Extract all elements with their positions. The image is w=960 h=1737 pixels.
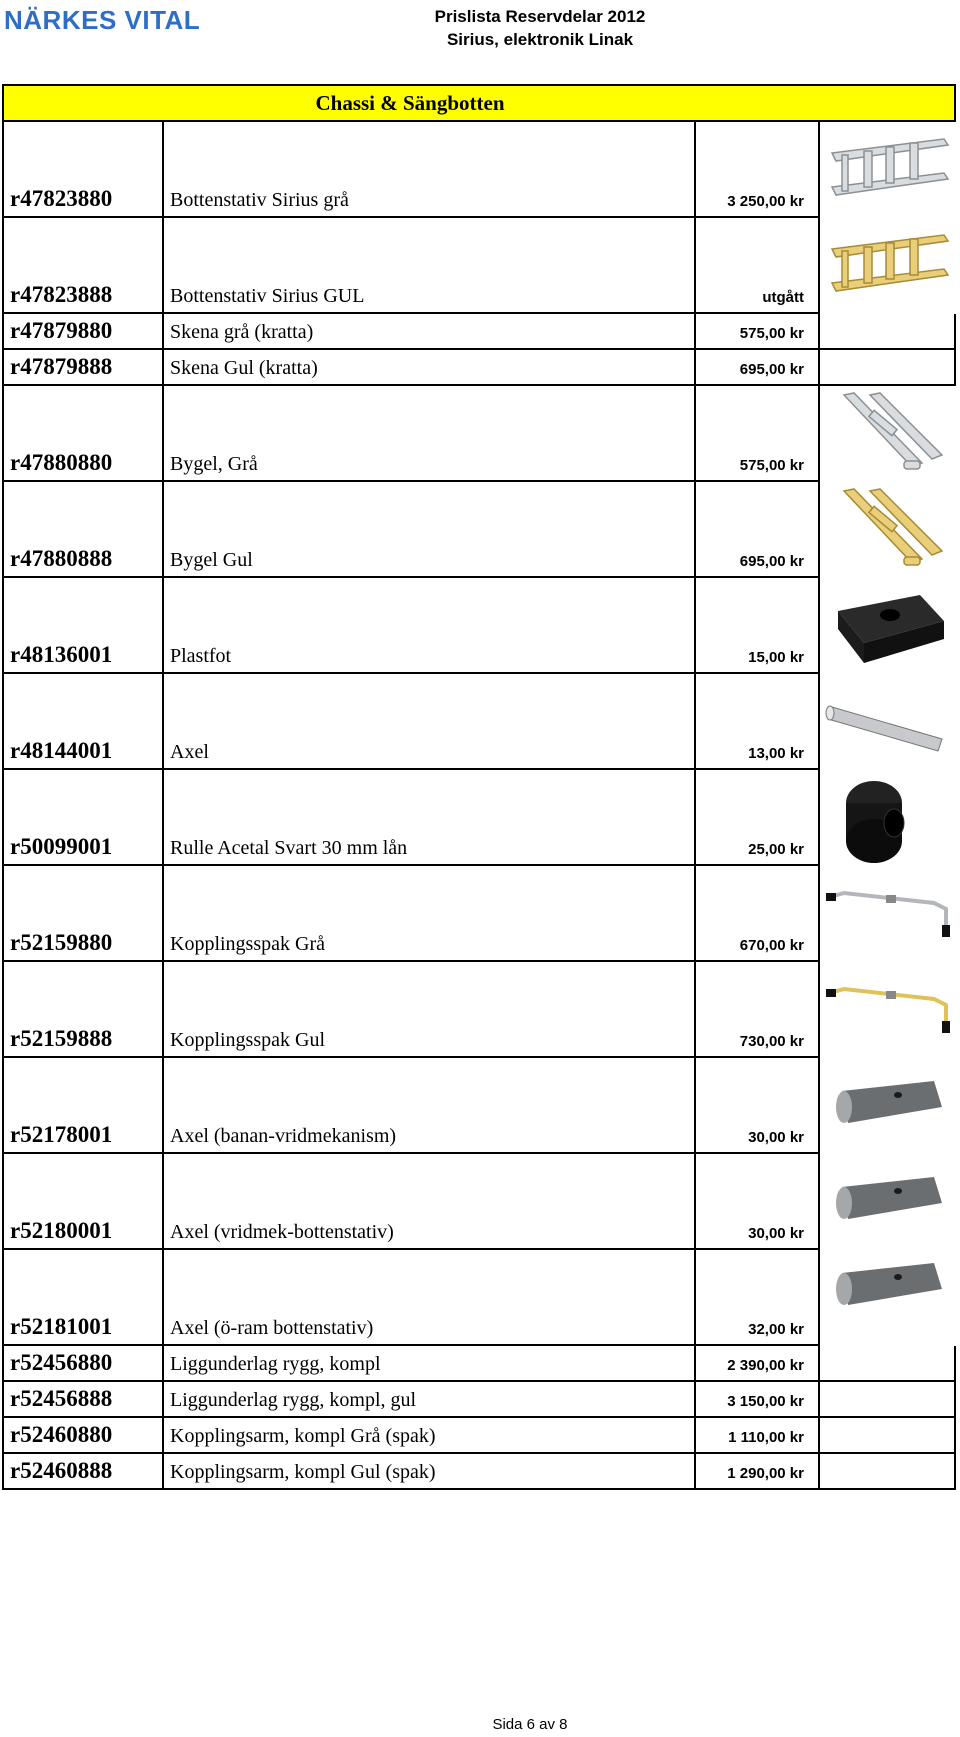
- part-price: utgått: [762, 289, 804, 306]
- part-number: r50099001: [10, 834, 113, 859]
- part-number: r47879888: [10, 354, 113, 379]
- description-cell: [164, 122, 696, 218]
- part-number-cell: [2, 1454, 164, 1490]
- price-cell: [696, 1058, 820, 1154]
- table-row: [2, 350, 956, 386]
- part-description: Axel (vridmek-bottenstativ): [170, 1221, 394, 1243]
- table-row: [2, 1454, 956, 1490]
- price-cell: [696, 386, 820, 482]
- price-cell: [696, 482, 820, 578]
- part-number-cell: [2, 1418, 164, 1454]
- part-number: r47879880: [10, 318, 113, 343]
- part-price: 3 150,00 kr: [727, 1393, 804, 1410]
- image-cell: [820, 350, 956, 386]
- image-cell: [820, 1382, 956, 1418]
- description-cell: [164, 1454, 696, 1490]
- bracket-yellow-icon: [824, 484, 954, 576]
- table-row: [2, 1154, 956, 1250]
- lever-yellow-icon: [824, 964, 954, 1056]
- description-cell: [164, 1058, 696, 1154]
- part-price: 670,00 kr: [739, 937, 804, 954]
- part-number: r52180001: [10, 1218, 113, 1243]
- part-number: r47880880: [10, 450, 113, 475]
- image-cell: [820, 674, 956, 770]
- part-description: Bygel Gul: [170, 549, 253, 571]
- part-description: Skena grå (kratta): [170, 321, 314, 343]
- image-cell: [820, 770, 956, 866]
- price-cell: [696, 1250, 820, 1346]
- description-cell: [164, 962, 696, 1058]
- plastic-foot-icon: [824, 580, 954, 672]
- part-price: 15,00 kr: [748, 649, 804, 666]
- document-title: [380, 5, 700, 51]
- part-price: 30,00 kr: [748, 1129, 804, 1146]
- image-cell: [820, 386, 956, 482]
- part-description: Kopplingsarm, kompl Grå (spak): [170, 1425, 436, 1447]
- page-number: Sida 6 av 8: [492, 1716, 568, 1733]
- description-cell: [164, 578, 696, 674]
- description-cell: [164, 314, 696, 350]
- part-number: r48144001: [10, 738, 113, 763]
- part-price: 1 110,00 kr: [728, 1429, 804, 1446]
- part-number: r52456888: [10, 1386, 113, 1411]
- part-number: r48136001: [10, 642, 113, 667]
- image-cell: [820, 1154, 956, 1250]
- long-pin-axle-icon: [824, 1252, 954, 1344]
- description-cell: [164, 1154, 696, 1250]
- description-cell: [164, 482, 696, 578]
- price-cell: [696, 1418, 820, 1454]
- part-price: 3 250,00 kr: [727, 193, 804, 210]
- part-description: Bygel, Grå: [170, 453, 258, 475]
- part-description: Plastfot: [170, 645, 232, 667]
- table-row: [2, 1058, 956, 1154]
- image-cell: [820, 314, 956, 350]
- price-cell: [696, 1154, 820, 1250]
- part-number-cell: [2, 1346, 164, 1382]
- table-row: [2, 386, 956, 482]
- axle-rod-icon: [824, 676, 954, 768]
- table-row: [2, 866, 956, 962]
- part-description: Axel: [170, 741, 209, 763]
- lever-grey-icon: [824, 868, 954, 960]
- bracket-grey-icon: [824, 388, 954, 480]
- price-cell: [696, 350, 820, 386]
- table-row: [2, 122, 956, 218]
- part-number-cell: [2, 1154, 164, 1250]
- image-cell: [820, 1418, 956, 1454]
- part-number-cell: [2, 122, 164, 218]
- part-description: Kopplingsspak Gul: [170, 1029, 325, 1051]
- price-cell: [696, 218, 820, 314]
- part-number: r52178001: [10, 1122, 113, 1147]
- part-number-cell: [2, 866, 164, 962]
- frame-grey-icon: [824, 124, 954, 216]
- brand-logo-text: NÄRKES VITAL: [4, 5, 201, 35]
- price-cell: [696, 1454, 820, 1490]
- part-number-cell: [2, 674, 164, 770]
- image-cell: [820, 1250, 956, 1346]
- roller-icon: [824, 772, 954, 864]
- image-cell: [820, 1454, 956, 1490]
- part-description: Bottenstativ Sirius GUL: [170, 285, 365, 307]
- part-number: r52460880: [10, 1422, 113, 1447]
- price-cell: [696, 578, 820, 674]
- image-cell: [820, 122, 956, 218]
- part-description: Liggunderlag rygg, kompl, gul: [170, 1389, 417, 1411]
- price-cell: [696, 1346, 820, 1382]
- price-cell: [696, 770, 820, 866]
- price-cell: [696, 962, 820, 1058]
- image-cell: [820, 1346, 956, 1382]
- description-cell: [164, 770, 696, 866]
- description-cell: [164, 350, 696, 386]
- part-number-cell: [2, 314, 164, 350]
- part-number-cell: [2, 1382, 164, 1418]
- table-row: [2, 1346, 956, 1382]
- part-number: r52159880: [10, 930, 113, 955]
- part-number: r52159888: [10, 1026, 113, 1051]
- part-price: 25,00 kr: [748, 841, 804, 858]
- part-number: r47880888: [10, 546, 113, 571]
- part-number-cell: [2, 1250, 164, 1346]
- part-description: Liggunderlag rygg, kompl: [170, 1353, 381, 1375]
- part-price: 1 290,00 kr: [727, 1465, 804, 1482]
- document-title-line1: Prislista Reservdelar 2012: [434, 7, 646, 26]
- part-number-cell: [2, 1058, 164, 1154]
- description-cell: [164, 218, 696, 314]
- part-number: r47823880: [10, 186, 113, 211]
- image-cell: [820, 866, 956, 962]
- part-description: Rulle Acetal Svart 30 mm lån: [170, 837, 408, 859]
- part-description: Skena Gul (kratta): [170, 357, 318, 379]
- description-cell: [164, 674, 696, 770]
- table-row: [2, 1250, 956, 1346]
- price-cell: [696, 1382, 820, 1418]
- part-number-cell: [2, 770, 164, 866]
- description-cell: [164, 1418, 696, 1454]
- part-number-cell: [2, 386, 164, 482]
- part-number-cell: [2, 578, 164, 674]
- table-row: [2, 962, 956, 1058]
- frame-yellow-icon: [824, 220, 954, 312]
- part-price: 695,00 kr: [739, 361, 804, 378]
- part-price: 32,00 kr: [748, 1321, 804, 1338]
- part-price: 695,00 kr: [739, 553, 804, 570]
- part-number: r47823888: [10, 282, 113, 307]
- table-row: [2, 1418, 956, 1454]
- part-price: 730,00 kr: [739, 1033, 804, 1050]
- part-price: 13,00 kr: [748, 745, 804, 762]
- table-row: [2, 482, 956, 578]
- table-row: [2, 1382, 956, 1418]
- image-cell: [820, 482, 956, 578]
- table-row: [2, 218, 956, 314]
- part-number: r52456880: [10, 1350, 113, 1375]
- document-title-line2: Sirius, elektronik Linak: [446, 30, 634, 49]
- part-number-cell: [2, 350, 164, 386]
- part-number-cell: [2, 962, 164, 1058]
- price-cell: [696, 866, 820, 962]
- pin-axle-icon: [824, 1156, 954, 1248]
- part-price: 575,00 kr: [739, 325, 804, 342]
- description-cell: [164, 1382, 696, 1418]
- part-price: 2 390,00 kr: [727, 1357, 804, 1374]
- description-cell: [164, 1250, 696, 1346]
- price-cell: [696, 314, 820, 350]
- description-cell: [164, 386, 696, 482]
- part-price: 575,00 kr: [739, 457, 804, 474]
- table-row: [2, 578, 956, 674]
- part-number: r52181001: [10, 1314, 113, 1339]
- part-description: Axel (banan-vridmekanism): [170, 1125, 397, 1147]
- part-number-cell: [2, 218, 164, 314]
- section-header: [2, 84, 956, 122]
- price-cell: [696, 122, 820, 218]
- description-cell: [164, 1346, 696, 1382]
- image-cell: [820, 962, 956, 1058]
- part-number: r52460888: [10, 1458, 113, 1483]
- image-cell: [820, 1058, 956, 1154]
- part-description: Kopplingsarm, kompl Gul (spak): [170, 1461, 436, 1483]
- table-row: [2, 314, 956, 350]
- part-description: Kopplingsspak Grå: [170, 933, 325, 955]
- part-description: Bottenstativ Sirius grå: [170, 189, 349, 211]
- part-price: 30,00 kr: [748, 1225, 804, 1242]
- description-cell: [164, 866, 696, 962]
- pin-axle-icon: [824, 1060, 954, 1152]
- image-cell: [820, 218, 956, 314]
- part-number-cell: [2, 482, 164, 578]
- section-title: Chassi & Sängbotten: [315, 91, 505, 115]
- price-cell: [696, 674, 820, 770]
- image-cell: [820, 578, 956, 674]
- table-row: [2, 770, 956, 866]
- part-description: Axel (ö-ram bottenstativ): [170, 1317, 374, 1339]
- table-row: [2, 674, 956, 770]
